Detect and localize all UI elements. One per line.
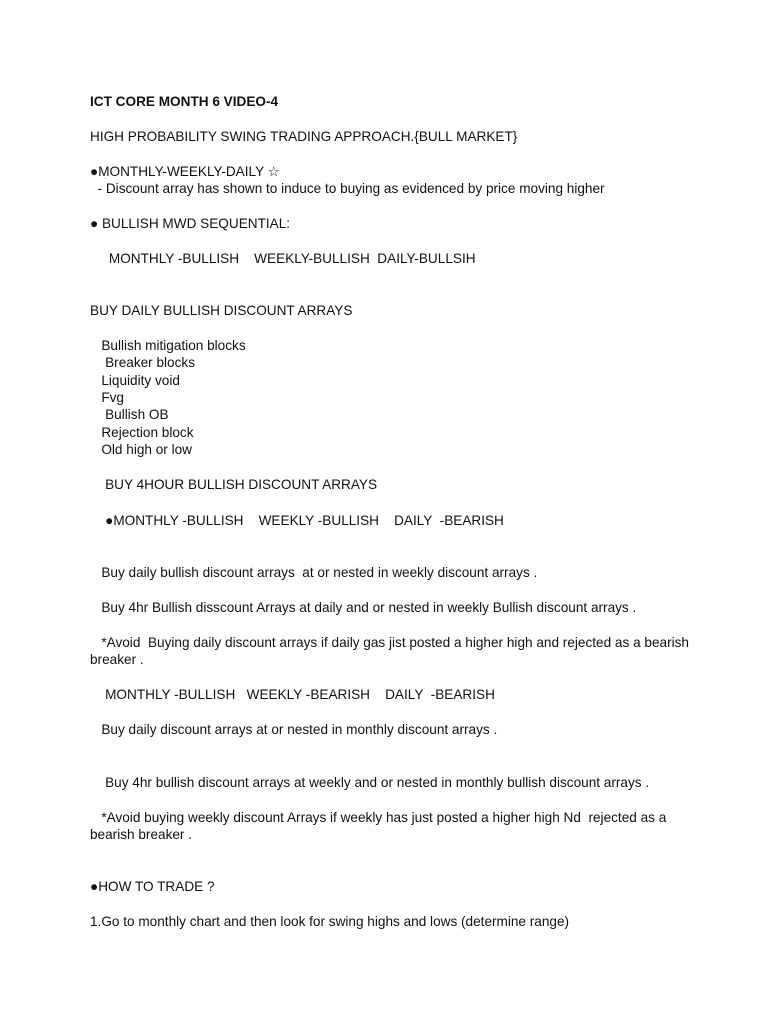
buy-daily-heading: BUY DAILY BULLISH DISCOUNT ARRAYS bbox=[90, 303, 353, 318]
array-item: Liquidity void bbox=[90, 373, 180, 388]
document-subtitle: HIGH PROBABILITY SWING TRADING APPROACH.{BULL MARKET} bbox=[90, 129, 518, 144]
array-item: Bullish mitigation blocks bbox=[90, 338, 246, 353]
how-to-trade-heading: ●HOW TO TRADE ? bbox=[90, 879, 215, 894]
step-1: 1.Go to monthly chart and then look for swing highs and lows (determine range) bbox=[90, 914, 570, 929]
sequential-line: MONTHLY -BULLISH WEEKLY-BULLISH DAILY-BULLSIH bbox=[90, 251, 476, 266]
scenario3-paragraph: Buy daily discount arrays at or nested in monthly discount arrays . bbox=[90, 722, 498, 737]
array-item: Breaker blocks bbox=[90, 355, 196, 370]
buy-4h-heading: BUY 4HOUR BULLISH DISCOUNT ARRAYS bbox=[90, 477, 378, 492]
scenario2-avoid: *Avoid Buying daily discount arrays if daily gas jist posted a higher high and rejected as a bearish breaker . bbox=[90, 635, 693, 667]
scenario2-paragraph: Buy 4hr Bullish disscount Arrays at daily and or nested in weekly Bullish discount arrays . bbox=[90, 600, 637, 615]
scenario3-paragraph: Buy 4hr bullish discount arrays at weekly and or nested in monthly bullish discount arrays . bbox=[90, 775, 650, 790]
scenario3-heading: MONTHLY -BULLISH WEEKLY -BEARISH DAILY -BEARISH bbox=[90, 687, 495, 702]
array-item: Bullish OB bbox=[90, 407, 169, 422]
scenario2-paragraph: Buy daily bullish discount arrays at or nested in weekly discount arrays . bbox=[90, 565, 538, 580]
scenario2-heading: ●MONTHLY -BULLISH WEEKLY -BULLISH DAILY -BEARISH bbox=[90, 513, 504, 528]
sequential-heading: ● BULLISH MWD SEQUENTIAL: bbox=[90, 216, 291, 231]
mwd-heading: ●MONTHLY-WEEKLY-DAILY ☆ bbox=[90, 164, 280, 179]
document-title: ICT CORE MONTH 6 VIDEO-4 bbox=[90, 94, 279, 109]
mwd-note: - Discount array has shown to induce to buying as evidenced by price moving higher bbox=[90, 181, 605, 196]
array-item: Old high or low bbox=[90, 442, 192, 457]
scenario3-avoid: *Avoid buying weekly discount Arrays if weekly has just posted a higher high Nd rejected as a bearish breaker . bbox=[90, 810, 671, 842]
array-item: Fvg bbox=[90, 390, 124, 405]
array-item: Rejection block bbox=[90, 425, 194, 440]
